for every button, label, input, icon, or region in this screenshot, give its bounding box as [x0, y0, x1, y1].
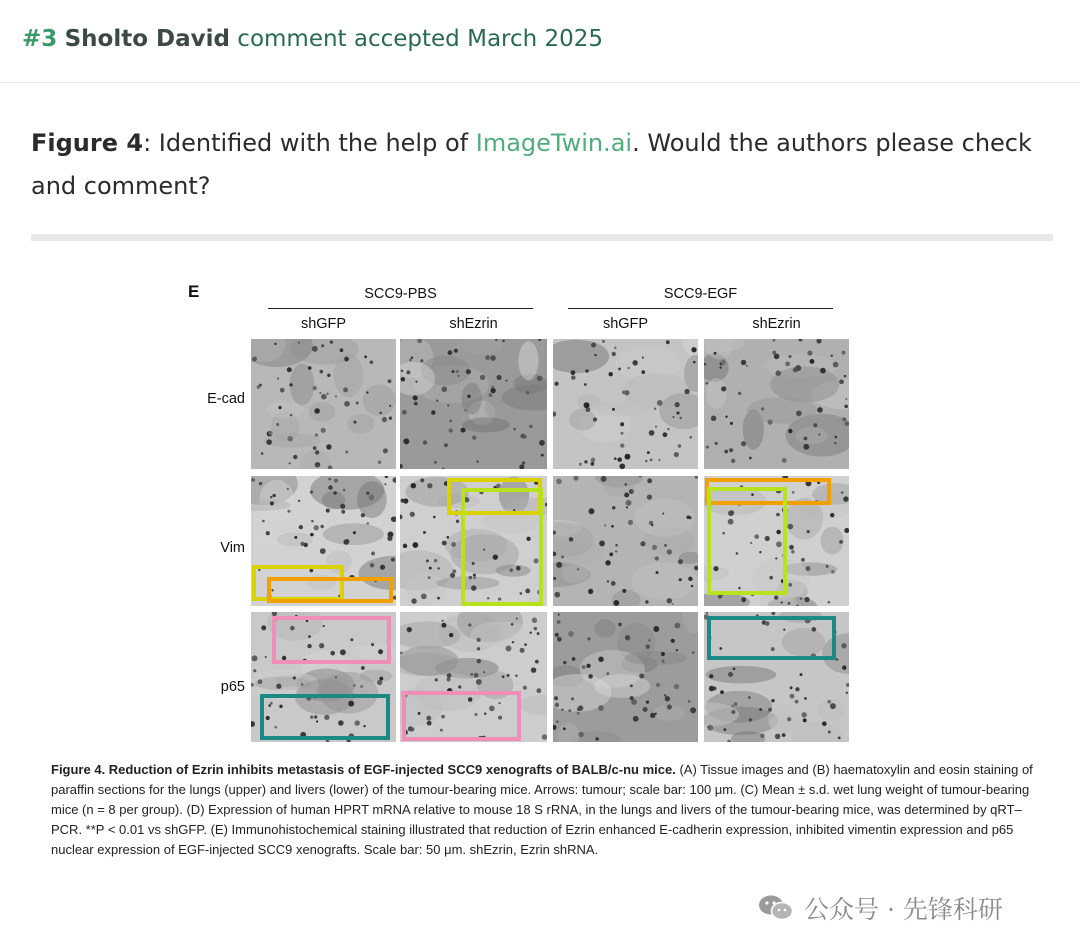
micrograph-tile — [553, 476, 698, 606]
micrograph-tile — [251, 339, 396, 469]
micrograph-tile — [704, 339, 849, 469]
highlight-box-teal — [260, 694, 390, 740]
group-underline — [568, 308, 833, 309]
comment-text — [31, 122, 1041, 208]
row-label: p65 — [220, 679, 245, 695]
tissue-texture — [251, 339, 396, 469]
comment-text-part: . Would the authors please check and comment? — [31, 129, 1032, 200]
group-label-pbs: SCC9-PBS — [364, 286, 437, 302]
column-label: shGFP — [300, 316, 347, 332]
figure-reference: Figure 4 — [31, 129, 144, 157]
watermark — [758, 893, 1003, 923]
group-underline — [268, 308, 533, 309]
comment-text-part: : Identified with the help of — [143, 129, 476, 157]
micrograph-tile — [400, 339, 547, 469]
imagetwin-link[interactable]: ImageTwin.ai — [475, 129, 633, 157]
tissue-texture — [553, 339, 698, 469]
comment-heading — [22, 26, 603, 52]
row-label: Vim — [220, 540, 245, 556]
tissue-texture — [553, 476, 698, 606]
watermark-text: 公众号 · 先锋科研 — [804, 895, 1003, 924]
highlight-box-orange — [267, 577, 393, 603]
comment-status: comment accepted March 2025 — [237, 26, 604, 52]
caption-title: Figure 4. Reduction of Ezrin inhibits metastasis of EGF-injected SCC9 xenografts of BALB/c-nu mice. — [51, 762, 676, 777]
micrograph-tile — [553, 612, 698, 742]
tissue-texture — [704, 339, 849, 469]
divider — [31, 234, 1053, 241]
tissue-texture — [553, 612, 698, 742]
column-label: shGFP — [602, 316, 649, 332]
figure-caption — [51, 760, 1046, 860]
comment-number[interactable]: #3 — [22, 26, 58, 52]
highlight-box-pink — [402, 691, 521, 741]
highlight-box-teal — [707, 616, 836, 660]
wechat-icon — [758, 894, 794, 922]
highlight-box-pink — [272, 616, 391, 664]
column-label: shEzrin — [449, 316, 498, 332]
group-label-egf: SCC9-EGF — [663, 286, 738, 302]
micrograph-tile — [553, 339, 698, 469]
highlight-box-lime — [461, 488, 543, 606]
author-name[interactable]: Sholto David — [64, 26, 230, 52]
tissue-texture — [400, 339, 547, 469]
row-label: E-cad — [207, 391, 245, 407]
comment-header — [0, 0, 1080, 83]
figure-image — [45, 260, 1050, 890]
column-label: shEzrin — [752, 316, 801, 332]
caption-body: (A) Tissue images and (B) haematoxylin and eosin staining of paraffin sections for the lungs (upper) and livers (lower) of the tumour-bearing mice. Arrows: tumour; scale bar: 100 μm. (C) Mean ± s.d. wet lung weight of tumour-bearing mice (n = 8 per group). (D) Expression of human HPRT mRNA relative to mouse 18 S rRNA, in the lungs and livers of the tumour-bearing mice, was determined by qRT–PCR. **P < 0.01 vs shGFP. (E) Immunohistochemical staining illustrated that reduction of Ezrin enhanced E-cadherin expression, inhibited vimentin expression and p65 nuclear expression of EGF-injected SCC9 xenografts. Scale bar: 50 μm. shEzrin, Ezrin shRNA. — [51, 762, 1033, 857]
highlight-box-lime — [707, 487, 787, 595]
panel-letter: E — [188, 282, 200, 301]
